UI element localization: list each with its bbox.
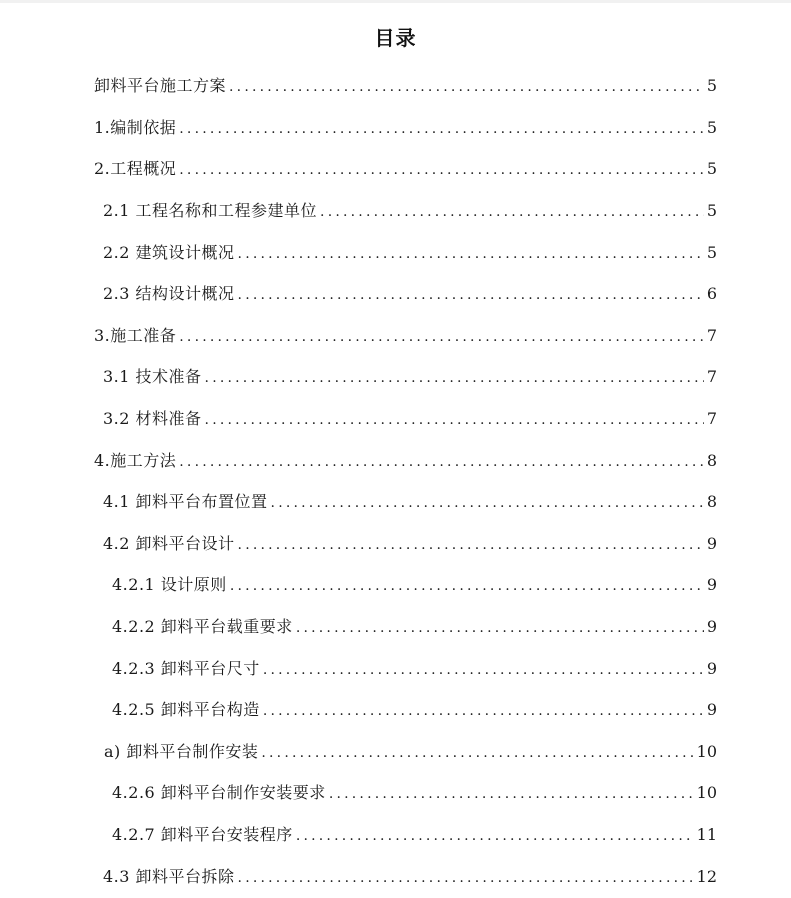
toc-entry-label: 1.编制依据 — [94, 117, 177, 137]
toc-entry-line — [94, 159, 791, 180]
toc-entry[interactable] — [0, 66, 791, 108]
toc-entry-label: 4.2.2 卸料平台载重要求 — [112, 617, 293, 637]
toc-entry[interactable] — [0, 524, 791, 566]
toc-dot-leader — [238, 535, 704, 555]
toc-dot-leader — [329, 784, 694, 804]
toc-entry-line — [103, 492, 791, 513]
toc-entry-page-number: 7 — [706, 409, 717, 429]
toc-entry-page-number: 9 — [706, 575, 717, 595]
toc-entry-label: 4.3 卸料平台拆除 — [103, 866, 235, 886]
toc-dot-leader — [238, 868, 694, 888]
toc-entry-line — [112, 783, 791, 804]
toc-entry-page-number: 7 — [706, 367, 717, 387]
toc-entry-line — [104, 742, 791, 763]
toc-dot-leader — [296, 826, 694, 846]
toc-entry-label: 3.2 材料准备 — [103, 409, 202, 429]
toc-entry-line — [112, 659, 791, 680]
toc-entry[interactable] — [0, 357, 791, 399]
toc-entry[interactable] — [0, 149, 791, 191]
toc-entry[interactable] — [0, 607, 791, 649]
toc-dot-leader — [205, 368, 704, 388]
toc-entry-page-number: 10 — [696, 783, 717, 803]
toc-entry-page-number: 8 — [706, 450, 717, 470]
toc-dot-leader — [238, 285, 704, 305]
toc-entry-label: 3.1 技术准备 — [103, 367, 202, 387]
toc-dot-leader — [179, 327, 704, 347]
toc-entry-label: 4.2.6 卸料平台制作安装要求 — [112, 783, 326, 803]
toc-entry-label: 4.2.5 卸料平台构造 — [112, 700, 260, 720]
toc-entry-line — [94, 326, 791, 347]
toc-dot-leader — [230, 576, 704, 596]
page-top-edge — [0, 0, 791, 3]
toc-entry[interactable] — [0, 232, 791, 274]
toc-entry-line — [112, 617, 791, 638]
toc-entry-line — [94, 451, 791, 472]
toc-entry-line — [94, 76, 791, 97]
toc-entry-line — [112, 700, 791, 721]
toc-list — [0, 66, 791, 898]
toc-entry[interactable] — [0, 690, 791, 732]
toc-entry[interactable] — [0, 108, 791, 150]
toc-dot-leader — [320, 202, 704, 222]
toc-dot-leader — [261, 743, 693, 763]
toc-dot-leader — [179, 119, 704, 139]
toc-entry-line — [94, 118, 791, 139]
toc-dot-leader — [205, 410, 704, 430]
toc-entry-page-number: 12 — [696, 866, 717, 886]
toc-entry[interactable] — [0, 482, 791, 524]
toc-entry[interactable] — [0, 732, 791, 774]
toc-entry[interactable] — [0, 856, 791, 898]
toc-entry-page-number: 8 — [706, 492, 717, 512]
toc-entry[interactable] — [0, 648, 791, 690]
toc-entry-label: 2.2 建筑设计概况 — [103, 242, 235, 262]
toc-dot-leader — [179, 452, 704, 472]
toc-dot-leader — [263, 701, 704, 721]
toc-dot-leader — [271, 493, 704, 513]
toc-entry-page-number: 7 — [706, 325, 717, 345]
toc-entry-label: 4.2.7 卸料平台安装程序 — [112, 824, 293, 844]
toc-entry-label: 4.1 卸料平台布置位置 — [103, 492, 268, 512]
toc-dot-leader — [179, 160, 704, 180]
toc-entry[interactable] — [0, 773, 791, 815]
toc-entry[interactable] — [0, 815, 791, 857]
toc-entry-page-number: 9 — [706, 533, 717, 553]
toc-entry[interactable] — [0, 316, 791, 358]
toc-entry-page-number: 9 — [706, 700, 717, 720]
toc-entry-line — [112, 825, 791, 846]
toc-entry-label: 2.1 工程名称和工程参建单位 — [103, 201, 318, 221]
toc-entry-page-number: 5 — [706, 242, 717, 262]
toc-dot-leader — [263, 660, 704, 680]
toc-entry-line — [103, 534, 791, 555]
toc-entry-label: 2.3 结构设计概况 — [103, 284, 235, 304]
toc-entry[interactable] — [0, 440, 791, 482]
toc-entry[interactable] — [0, 274, 791, 316]
toc-entry[interactable] — [0, 565, 791, 607]
toc-entry-line — [103, 867, 791, 888]
toc-entry-label: 2.工程概况 — [94, 159, 177, 179]
toc-entry-label: 4.施工方法 — [94, 450, 177, 470]
toc-entry-page-number: 5 — [706, 159, 717, 179]
toc-entry-line — [112, 575, 791, 596]
toc-entry-page-number: 9 — [706, 658, 717, 678]
toc-entry-page-number: 5 — [706, 201, 717, 221]
toc-dot-leader — [229, 77, 704, 97]
toc-entry-line — [103, 367, 791, 388]
toc-entry-label: a) 卸料平台制作安装 — [104, 741, 259, 761]
toc-entry-label: 3.施工准备 — [94, 325, 177, 345]
toc-entry-page-number: 5 — [706, 117, 717, 137]
toc-entry-line — [103, 243, 791, 264]
toc-entry-label: 4.2.3 卸料平台尺寸 — [112, 658, 260, 678]
toc-entry[interactable] — [0, 399, 791, 441]
toc-entry[interactable] — [0, 191, 791, 233]
toc-entry-page-number: 10 — [696, 741, 717, 761]
toc-entry-line — [103, 409, 791, 430]
toc-entry-page-number: 6 — [706, 284, 717, 304]
toc-dot-leader — [296, 618, 704, 638]
toc-entry-label: 4.2.1 设计原则 — [112, 575, 227, 595]
toc-entry-label: 卸料平台施工方案 — [94, 76, 227, 96]
toc-entry-page-number: 9 — [706, 617, 717, 637]
toc-entry-page-number: 11 — [696, 824, 717, 844]
toc-entry-line — [103, 284, 791, 305]
toc-title: 目录 — [374, 26, 417, 50]
toc-entry-page-number: 5 — [706, 76, 717, 96]
toc-dot-leader — [238, 244, 704, 264]
toc-entry-line — [103, 201, 791, 222]
toc-entry-label: 4.2 卸料平台设计 — [103, 533, 235, 553]
